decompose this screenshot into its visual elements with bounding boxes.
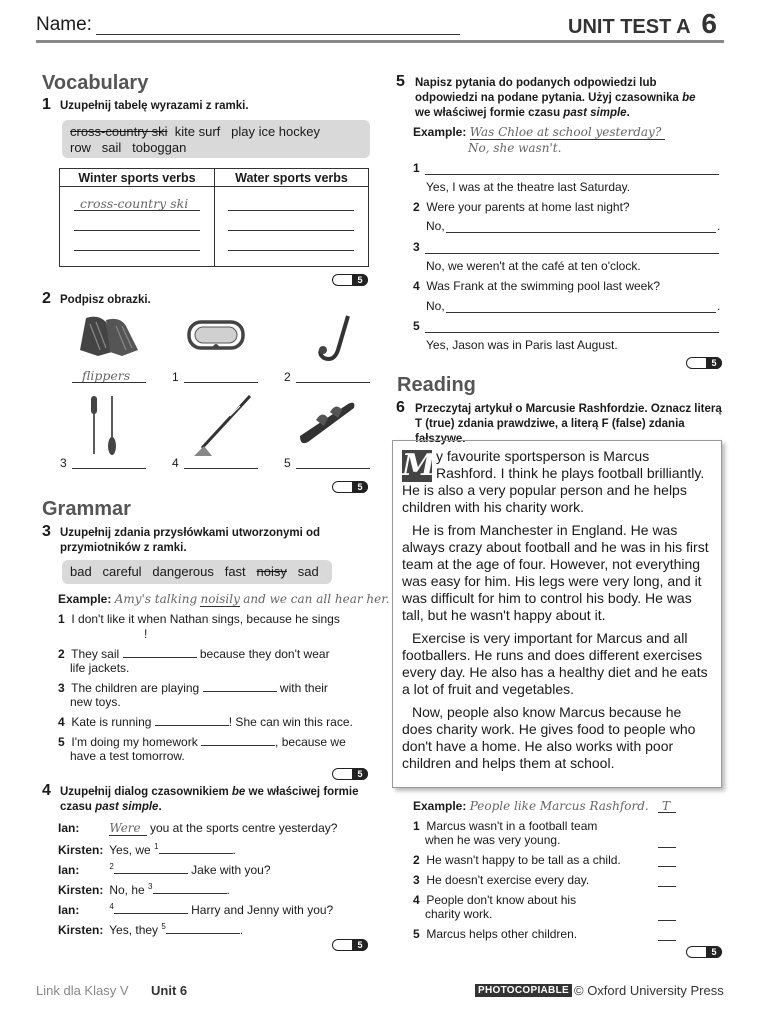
ex3-item-1: 1 I don't like it when Nathan sings, because he sings ! [58,612,340,641]
ex2-example-line [72,382,146,383]
ex2-label-4: 4 [172,456,179,470]
ex5-answer-prefix-4: No, [426,299,445,313]
dialog-line-5: Ian: $^4$ Harry and Jenny with you? [58,902,334,917]
hockey-stick-picture [188,394,254,458]
score-badge-ex3: 5 [332,768,368,780]
dialog-line-2: Kirsten: Yes, we $^1$ . [58,842,236,857]
water-line-1[interactable] [228,210,354,211]
grammar-title: Grammar [42,498,131,520]
score-badge-ex1: 5 [332,274,368,286]
footer-copyright: © Oxford University Press [574,983,724,998]
ex3-item-5: 5 I'm doing my homework , because we have a test tomorrow. [58,735,346,763]
ex6-item-1: 1 Marcus wasn't in a football team when he was very young. [413,819,598,847]
struck-word: noisy [256,564,287,579]
struck-word: cross-country ski [70,124,168,139]
ex5-item-3-num: 3 [413,240,420,254]
oars-picture [84,394,124,456]
ex5-instruction: Napisz pytania do podanych odpowiedzi lub odpowiedzi na podane pytania. Użyj czasownika be we właściwej formie czasu past simple. [415,77,696,119]
ex2-instruction: Podpisz obrazki. [60,294,151,306]
kite-board-picture [296,396,358,448]
score-badge-ex4: 5 [332,939,368,951]
name-label: Name: [36,14,92,35]
footer-course: Link dla Klasy V [36,983,129,998]
ex5-answer-3: No, we weren't at the café at ten o'clock. [426,259,641,273]
dialog-blank-5[interactable] [166,922,240,934]
photocopiable-badge: PHOTOCOPIABLE [475,984,572,997]
ex6-item-5: 5 Marcus helps other children. [413,927,578,941]
score-badge-ex6: 5 [686,946,722,958]
tf-answer-4[interactable] [658,920,676,921]
ex3-blank-3[interactable] [203,680,277,692]
ex2-answer-5[interactable] [296,468,370,469]
name-field[interactable] [96,34,460,35]
winter-line-1[interactable] [74,210,200,211]
ex5-dot-4: . [717,299,721,313]
unit-number: 6 [701,8,717,39]
vocabulary-title: Vocabulary [42,72,149,94]
ex5-question-line-3[interactable] [425,253,719,254]
ex1-word-box: cross-country ski kite surf play ice hockey row sail toboggan [62,120,370,158]
ex5-example: Example: Was Chloe at school yesterday? [413,125,665,139]
article-paragraph-1: y favourite sportsperson is Marcus Rashford. I think he plays football brilliantly. He is also a very popular person and he helps children with his charity work. [402,448,705,515]
ex3-blank-5[interactable] [201,734,275,746]
tf-answer-1[interactable] [658,847,676,848]
ex3-instruction: Uzupełnij zdania przysłówkami utworzonymi od przymiotników z ramki. [60,527,321,554]
ex3-item-4: 4 Kate is running ! She can win this race. [58,715,353,729]
reading-title: Reading [397,374,476,396]
ex3-item-3: 3 The children are playing with their new toys. [58,681,328,709]
ex5-item-1-num: 1 [413,161,420,175]
ex2-answer-4[interactable] [184,468,258,469]
goggles-picture [186,318,246,354]
ex2-number: 2 [42,290,51,307]
ex5-answer-5: Yes, Jason was in Paris last August. [426,338,618,352]
article-drop-cap: M [402,448,436,483]
dialog-blank-4[interactable] [114,902,188,914]
article-paragraph-3: Exercise is very important for Marcus and all footballers. He runs and does different exercises every day. He also has a healthy diet and he eats a lot of fruit and vegetables. [402,630,708,697]
ex6-instruction: Przeczytaj artykuł o Marcusie Rashfordzie. Oznacz literą T (true) zdania prawdziwe, a literą F (false) zdania fałszywe. [415,403,722,445]
ex6-example-answer: T [662,799,671,813]
dialog-line-1: Ian: Were you at the sports centre yesterday? [58,821,338,835]
footer-unit: Unit 6 [151,983,188,998]
tf-answer-2[interactable] [658,866,676,867]
dialog-line-3: Ian: $^2$ Jake with you? [58,862,271,877]
ex5-item-2: 2 Were your parents at home last night? [413,200,630,214]
ex2-label-5: 5 [284,456,291,470]
col-water: Water sports verbs [215,169,369,187]
ex6-item-2: 2 He wasn't happy to be tall as a child. [413,853,621,867]
ex2-answer-2[interactable] [296,382,370,383]
ex1-instruction: Uzupełnij tabelę wyrazami z ramki. [60,100,249,112]
dialog-blank-2[interactable] [114,862,188,874]
ex6-example: Example: People like Marcus Rashford. [413,799,649,813]
article-box [392,440,722,788]
ex2-label-2: 2 [284,370,291,384]
ex5-answer-line-4[interactable] [446,312,716,313]
article-paragraph-2: He is from Manchester in England. He was always crazy about football and he was in his first team at the age of four. However, not everything was easy for him. His legs were very long, and it was difficult for him to control his body. He was tall, but he wasn't happy about it. [402,522,709,623]
ex3-item-2: 2 They sail because they don't wear life jackets. [58,647,330,675]
ex2-answer-3[interactable] [72,468,146,469]
ex5-answer-line-2[interactable] [446,232,716,233]
water-line-2[interactable] [228,230,354,231]
ex4-instruction: Uzupełnij dialog czasownikiem be we właściwej formie czasu past simple. [60,786,359,813]
dialog-blank-3[interactable] [153,882,227,894]
ex5-number: 5 [396,73,405,90]
table-example-answer: cross-country ski [80,196,189,211]
winter-line-2[interactable] [74,230,200,231]
ex5-item-5-num: 5 [413,319,420,333]
ex6-number: 6 [396,399,405,416]
ex2-label-1: 1 [172,370,179,384]
ex3-blank-4[interactable] [155,714,229,726]
ex3-number: 3 [42,523,51,540]
score-badge-ex2: 5 [332,481,368,493]
ex6-item-4: 4 People don't know about his charity work. [413,893,577,921]
ex1-number: 1 [42,96,51,113]
score-badge-ex5: 5 [686,357,722,369]
ex3-example: Example: Amy's talking noisily and we can all hear her. [58,592,390,606]
tf-answer-5[interactable] [658,940,676,941]
ex5-dot-2: . [717,219,721,233]
snorkel-picture [314,314,354,366]
unit-test-title: UNIT TEST A 6 [568,8,717,39]
dialog-line-4: Kirsten: No, he $^3$ . [58,882,230,897]
flippers-picture [76,312,142,358]
ex5-answer-prefix-2: No, [426,219,445,233]
header-rule [36,40,724,43]
ex3-blank-2[interactable] [123,646,197,658]
ex5-question-line-5[interactable] [425,332,719,333]
ex3-word-box: bad careful dangerous fast noisy sad [62,560,332,584]
col-winter: Winter sports verbs [60,169,215,187]
sports-verbs-table [59,168,369,267]
ex5-question-line-1[interactable] [425,174,719,175]
ex5-example-answer: No, she wasn't. [468,141,562,155]
ex6-item-3: 3 He doesn't exercise every day. [413,873,590,887]
dialog-blank-1[interactable] [159,842,233,854]
ex5-item-4: 4 Was Frank at the swimming pool last week? [413,279,661,293]
ex6-example-line [658,812,676,813]
ex2-label-3: 3 [60,456,67,470]
ex2-answer-1[interactable] [184,382,258,383]
ex4-number: 4 [42,782,51,799]
winter-line-3[interactable] [74,250,200,251]
tf-answer-3[interactable] [658,886,676,887]
dialog-line-6: Kirsten: Yes, they $^5$ . [58,922,244,937]
ex2-example-answer: flippers [82,368,131,383]
water-line-3[interactable] [228,250,354,251]
article-paragraph-4: Now, people also know Marcus because he does charity work. He gives food to people who don't have a home. He also works with poor children and helps them at school. [402,704,696,771]
ex5-answer-1: Yes, I was at the theatre last Saturday. [426,180,631,194]
